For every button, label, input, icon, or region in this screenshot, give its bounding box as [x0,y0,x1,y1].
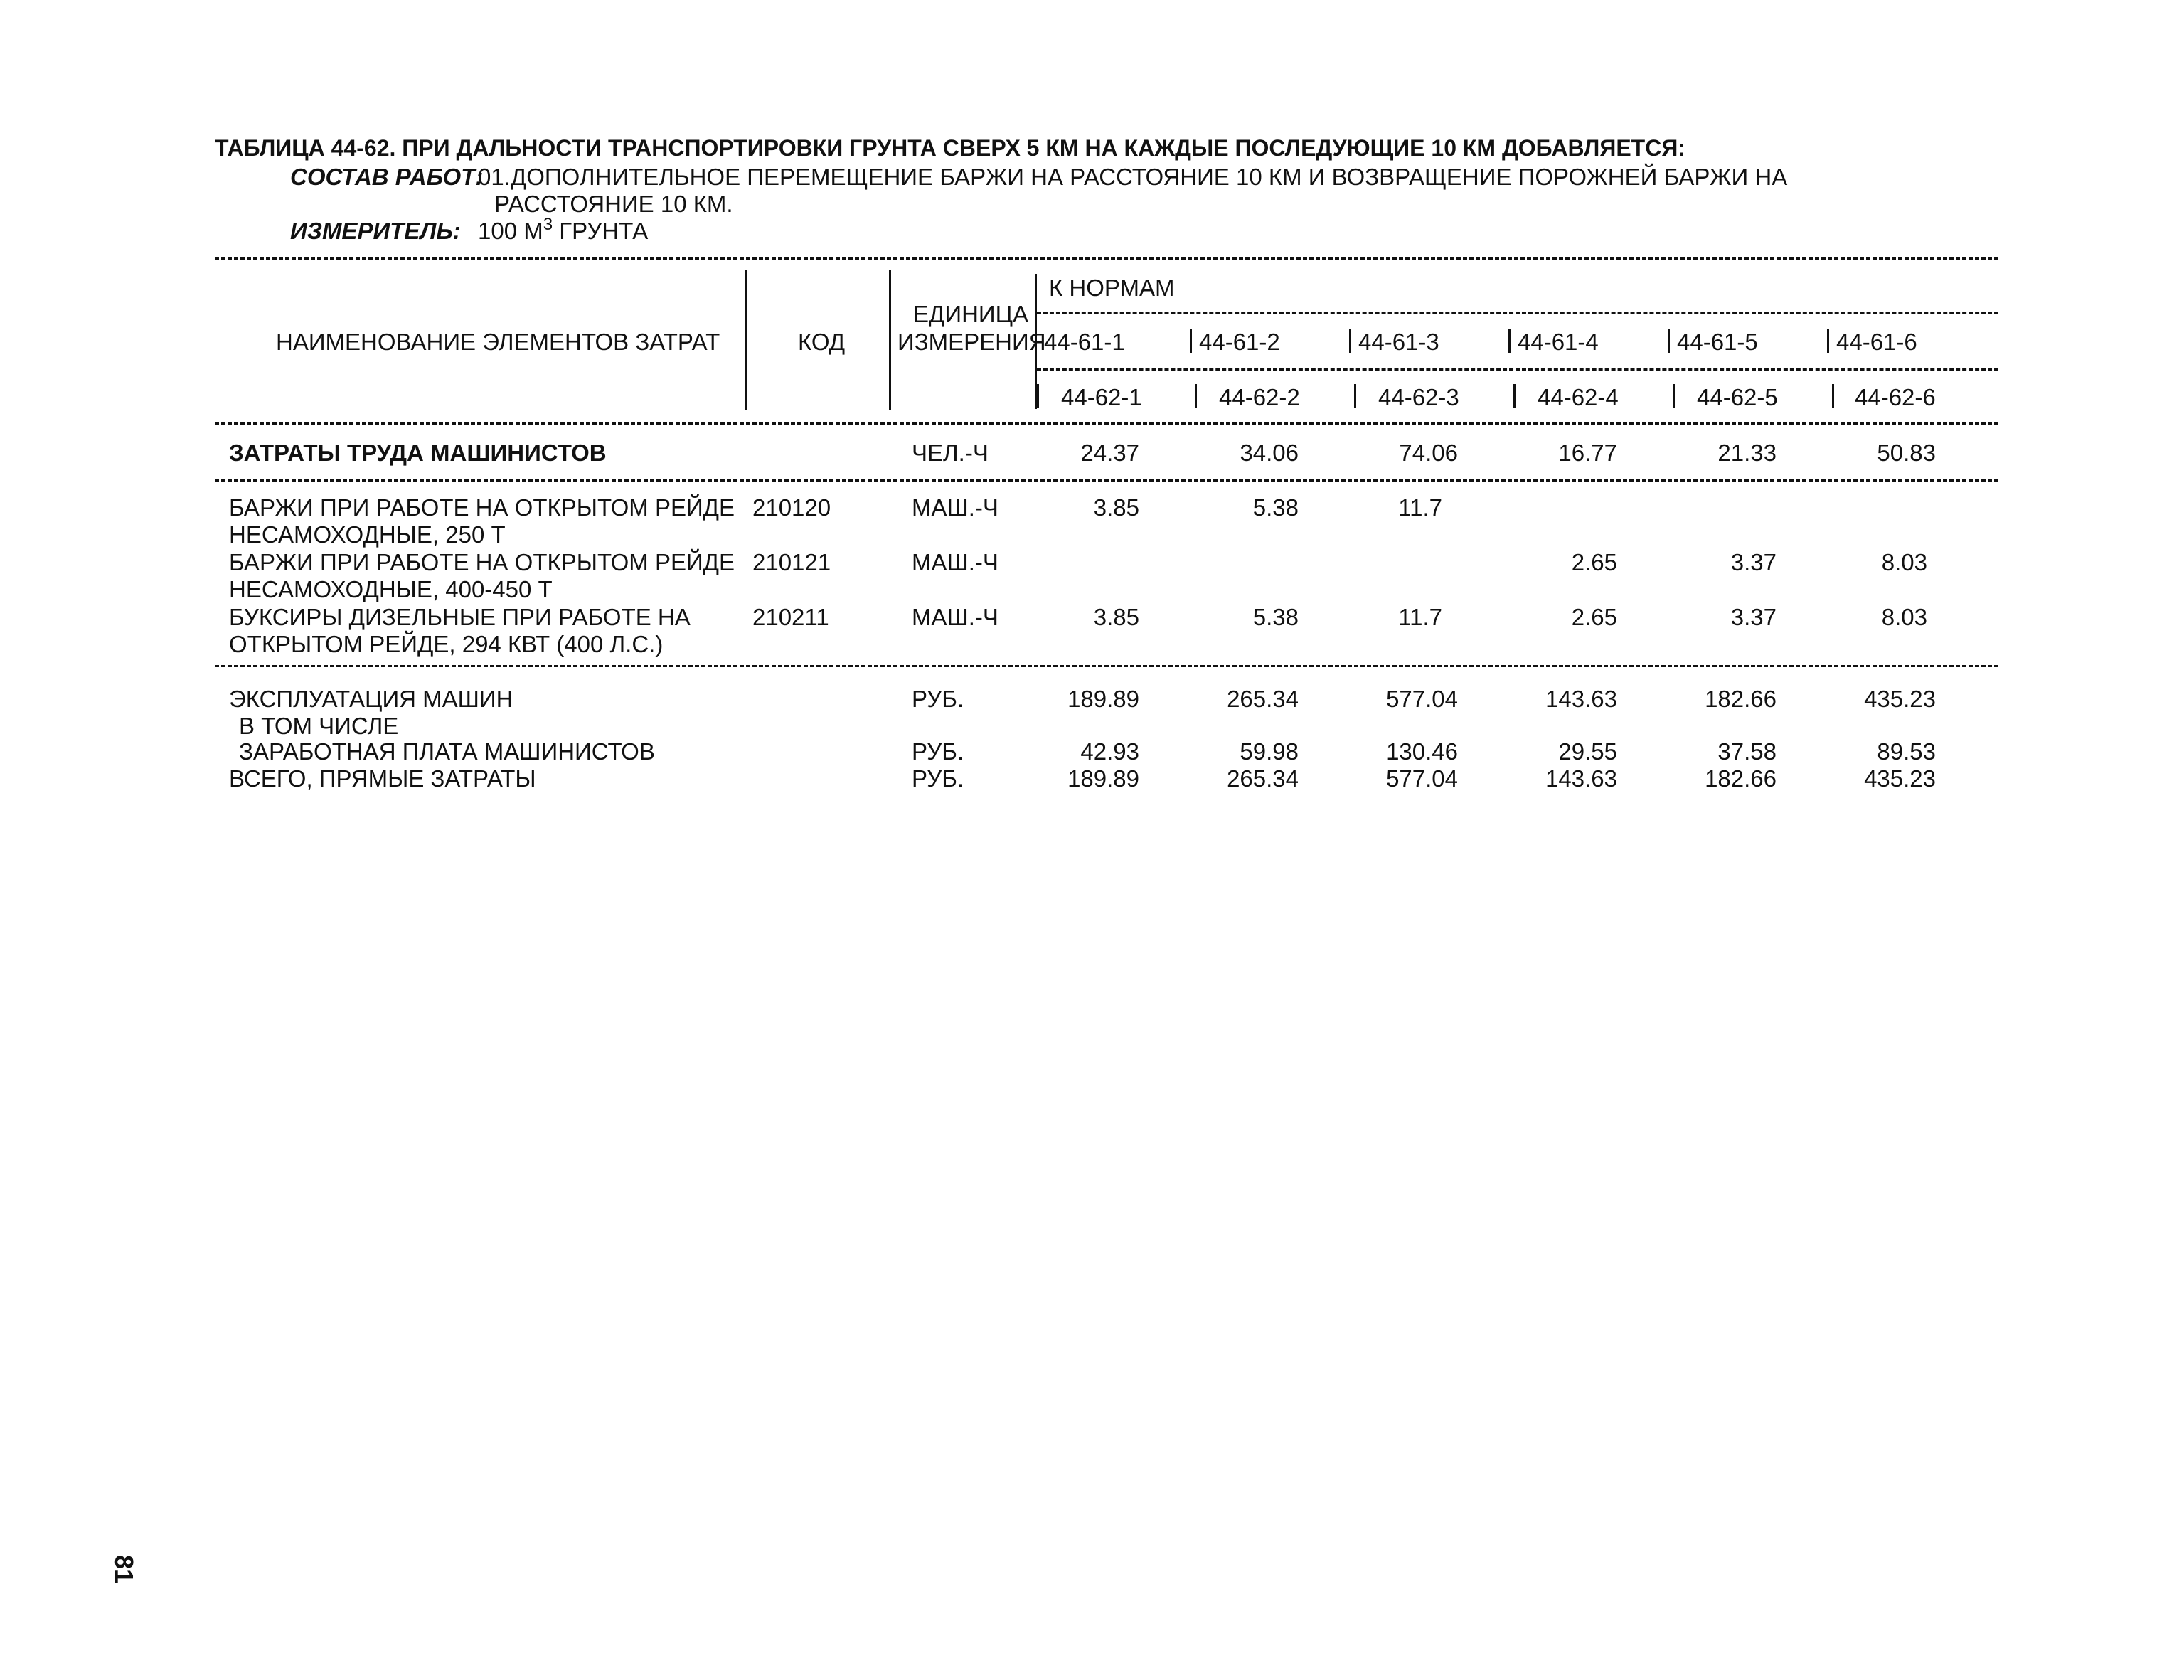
machine-3-value-1: 3.85 [1093,604,1139,630]
machine-3-unit: МАШ.-Ч [912,604,998,630]
labor-value-5: 21.33 [1717,440,1777,466]
machine-1-value-1: 3.85 [1093,494,1139,521]
norm-61-sep-4 [1508,329,1511,353]
total-value-4: 143.63 [1545,765,1617,792]
exploit-value-6: 435.23 [1864,686,1936,712]
norm-62-2: 44-62-2 [1219,384,1300,410]
exploit-value-2: 265.34 [1227,686,1299,712]
exploit-value-3: 577.04 [1386,686,1458,712]
norm-61-sep-2 [1190,329,1192,353]
salary-value-6: 89.53 [1877,738,1936,765]
machine-3-value-3: 11.7 [1398,604,1442,630]
machine-2-value-4: 2.65 [1571,549,1617,575]
machine-3-value-2: 5.38 [1252,604,1299,630]
salary-unit: РУБ. [912,738,964,765]
machine-2-unit: МАШ.-Ч [912,549,998,575]
norm-62-6: 44-62-6 [1855,384,1936,410]
total-unit: РУБ. [912,765,964,792]
machine-1-value-3: 11.7 [1398,494,1442,521]
labor-value-1: 24.37 [1080,440,1139,466]
labor-value-6: 50.83 [1877,440,1936,466]
machine-2-name-2: НЕСАМОХОДНЫЕ, 400-450 Т [229,576,553,602]
machine-3-name-2: ОТКРЫТОМ РЕЙДЕ, 294 КВТ (400 Л.С.) [229,631,664,657]
total-value-1: 189.89 [1067,765,1139,792]
table-top-rule [215,257,1998,260]
labor-value-4: 16.77 [1558,440,1617,466]
machine-3-value-4: 2.65 [1571,604,1617,630]
page-number: 81 [110,1555,139,1584]
norm-61-5: 44-61-5 [1677,329,1758,355]
norm-61-6: 44-61-6 [1836,329,1917,355]
norm-62-5: 44-62-5 [1697,384,1778,410]
col-header-unit-2: ИЗМЕРЕНИЯ [897,329,1046,355]
including-label: В ТОМ ЧИСЛЕ [239,713,399,739]
machine-1-code: 210120 [752,494,831,521]
machine-1-name-2: НЕСАМОХОДНЫЕ, 250 Т [229,521,506,548]
labor-row-unit: ЧЕЛ.-Ч [912,440,989,466]
machine-3-value-6: 8.03 [1881,604,1927,630]
norm-61-4: 44-61-4 [1518,329,1599,355]
total-value-6: 435.23 [1864,765,1936,792]
norm-62-sep-3 [1354,384,1356,408]
work-composition-text-2: РАССТОЯНИЕ 10 КМ. [494,191,733,217]
exploit-value-4: 143.63 [1545,686,1617,712]
labor-value-3: 74.06 [1399,440,1458,466]
norm-61-3: 44-61-3 [1358,329,1439,355]
header-bottom-rule [215,422,1998,425]
norm-62-sep-6 [1832,384,1834,408]
total-value-5: 182.66 [1705,765,1777,792]
exploit-name: ЭКСПЛУАТАЦИЯ МАШИН [229,686,513,712]
total-value-2: 265.34 [1227,765,1299,792]
machine-1-value-2: 5.38 [1252,494,1299,521]
salary-value-5: 37.58 [1717,738,1777,765]
machine-3-name-1: БУКСИРЫ ДИЗЕЛЬНЫЕ ПРИ РАБОТЕ НА [229,604,691,630]
labor-bottom-rule [215,479,1998,482]
machine-3-value-5: 3.37 [1730,604,1777,630]
norm-62-1: 44-62-1 [1061,384,1142,410]
col-header-unit-1: ЕДИНИЦА [913,301,1029,327]
total-value-3: 577.04 [1386,765,1458,792]
norm-62-sep-2 [1195,384,1197,408]
machine-1-name-1: БАРЖИ ПРИ РАБОТЕ НА ОТКРЫТОМ РЕЙДЕ [229,494,735,521]
salary-value-4: 29.55 [1558,738,1617,765]
norm-61-sep-3 [1349,329,1351,353]
norm-61-sep-6 [1827,329,1829,353]
norm-61-1: 44-61-1 [1044,329,1125,355]
norm-62-sep-4 [1513,384,1516,408]
norm-61-2: 44-61-2 [1199,329,1280,355]
exploit-unit: РУБ. [912,686,964,712]
norms-header: К НОРМАМ [1049,275,1175,301]
machines-bottom-rule [215,665,1998,667]
labor-value-2: 34.06 [1240,440,1299,466]
norm-61-sep-5 [1668,329,1670,353]
col-separator-code-unit [889,270,891,410]
work-composition-label: СОСТАВ РАБОТ: [290,164,484,190]
salary-name: ЗАРАБОТНАЯ ПЛАТА МАШИНИСТОВ [239,738,655,765]
table-title: ТАБЛИЦА 44-62. ПРИ ДАЛЬНОСТИ ТРАНСПОРТИРОВКИ ГРУНТА СВЕРХ 5 КМ НА КАЖДЫЕ ПОСЛЕДУЮЩИЕ 10 КМ ДОБАВЛЯЕТСЯ: [215,135,1685,161]
norms-divider-rule [1037,312,1998,314]
salary-value-1: 42.93 [1080,738,1139,765]
machine-1-unit: МАШ.-Ч [912,494,998,521]
work-composition-text-1: 01.ДОПОЛНИТЕЛЬНОЕ ПЕРЕМЕЩЕНИЕ БАРЖИ НА РАССТОЯНИЕ 10 КМ И ВОЗВРАЩЕНИЕ ПОРОЖНЕЙ БАРЖИ НА [478,164,1788,190]
machine-2-code: 210121 [752,549,831,575]
col-header-code: КОД [798,329,846,355]
norm-62-sep-1 [1037,384,1039,408]
norm-62-4: 44-62-4 [1538,384,1619,410]
norm-62-sep-5 [1673,384,1675,408]
norms-row-divider-rule [1037,368,1998,371]
exploit-value-5: 182.66 [1705,686,1777,712]
labor-row-name: ЗАТРАТЫ ТРУДА МАШИНИСТОВ [229,440,607,466]
col-separator-name-code [745,270,747,410]
col-header-name: НАИМЕНОВАНИЕ ЭЛЕМЕНТОВ ЗАТРАТ [276,329,720,355]
measure-value: 100 $М^3$ ГРУНТА [478,215,649,244]
machine-2-value-6: 8.03 [1881,549,1927,575]
exploit-value-1: 189.89 [1067,686,1139,712]
salary-value-2: 59.98 [1240,738,1299,765]
salary-value-3: 130.46 [1386,738,1458,765]
machine-2-value-5: 3.37 [1730,549,1777,575]
measure-label: ИЗМЕРИТЕЛЬ: [290,218,461,244]
total-name: ВСЕГО, ПРЯМЫЕ ЗАТРАТЫ [229,765,536,792]
norm-62-3: 44-62-3 [1378,384,1459,410]
machine-3-code: 210211 [752,604,829,630]
machine-2-name-1: БАРЖИ ПРИ РАБОТЕ НА ОТКРЫТОМ РЕЙДЕ [229,549,735,575]
